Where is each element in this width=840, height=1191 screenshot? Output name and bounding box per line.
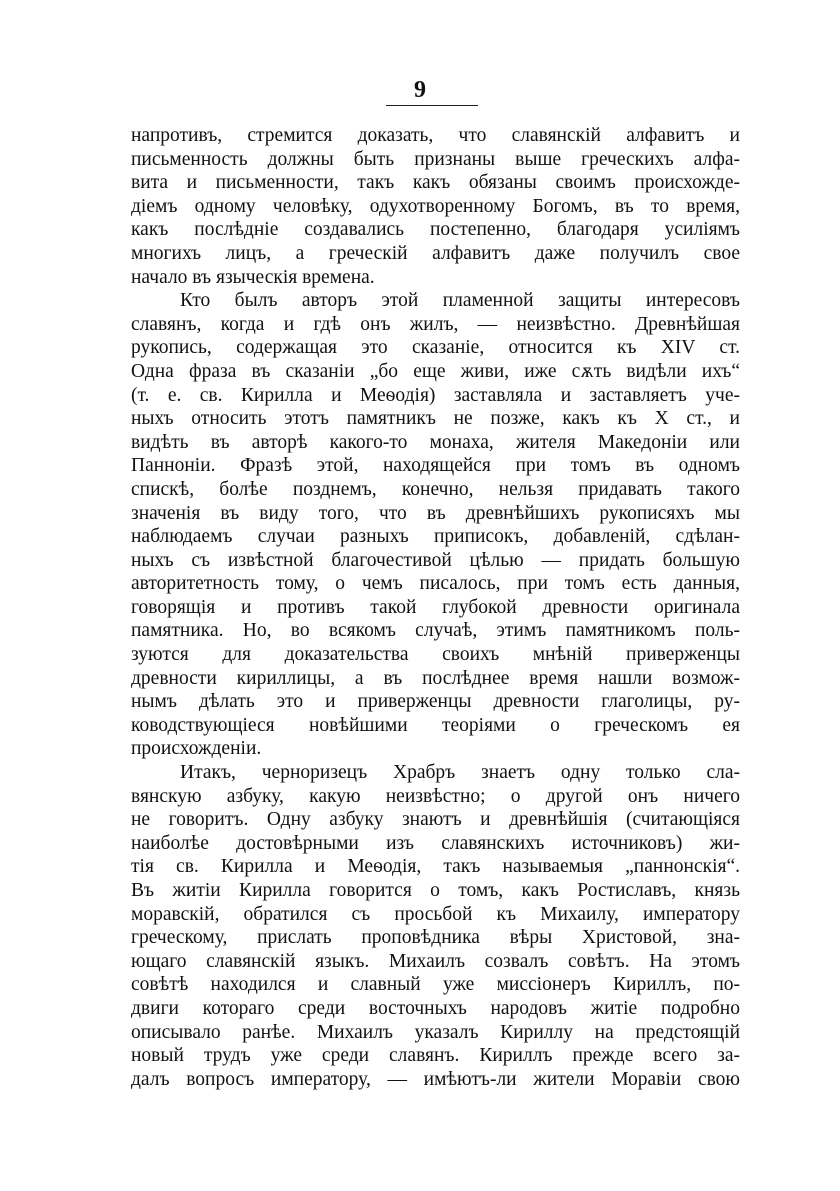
text-line: Въ житіи Кирилла говорится о томъ, какъ Ростиславъ, князь (131, 880, 740, 901)
text-line: славянъ, когда и гдѣ онъ жилъ, — неизвѣстно. Древнѣйшая (131, 313, 740, 335)
text-line: тія св. Кирилла и Меѳодія, такъ называемыя „паннонскія“. (131, 856, 740, 878)
text-line: наиболѣе достовѣрными изъ славянскихъ источниковъ) жи- (131, 832, 740, 854)
text-line: напротивъ, стремится доказать, что славянскій алфавитъ и (131, 125, 740, 146)
text-line: рукопись, содержащая это сказаніе, относится къ XIV ст. (131, 337, 740, 359)
text-line: моравскій, обратился съ просьбой къ Михаилу, императору (131, 903, 740, 925)
text-line: древности кириллицы, а въ послѣднее время нашли возмож- (131, 667, 740, 689)
text-line: новый трудъ уже среди славянъ. Кириллъ прежде всего за- (131, 1045, 740, 1067)
page-number-rule (386, 105, 478, 106)
text-line: спискѣ, болѣе позднемъ, конечно, нельзя придавать такого (131, 478, 740, 500)
text-line: зуются для доказательства своихъ мнѣній приверженцы (131, 644, 740, 666)
text-line: нымъ дѣлать это и приверженцы древности глаголицы, ру- (131, 691, 740, 713)
text-line: греческому, прислать проповѣдника вѣры Христовой, зна- (131, 927, 740, 949)
text-line: діемъ одному человѣку, одухотворенному Богомъ, въ то время, (131, 195, 740, 217)
text-line: видѣть въ авторѣ какого-то монаха, жителя Македоніи или (131, 431, 740, 453)
text-line: вянскую азбуку, какую неизвѣстно; о другой онъ ничего (131, 785, 740, 807)
text-line: письменность должны быть признаны выше греческихъ алфа- (131, 148, 740, 170)
text-line: авторитетность тому, о чемъ писалось, при томъ есть данныя, (131, 573, 740, 595)
text-line: ющаго славянскій языкъ. Михаилъ созвалъ совѣтъ. На этомъ (131, 950, 740, 972)
text-line: Итакъ, черноризецъ Храбръ знаетъ одну только сла- (180, 762, 740, 784)
text-line: далъ вопросъ императору, — имѣютъ-ли жители Моравіи свою (131, 1068, 740, 1090)
text-line: говорящія и противъ такой глубокой древности оригинала (131, 596, 740, 618)
text-line: не говоритъ. Одну азбуку знаютъ и древнѣйшія (считающіяся (131, 809, 740, 831)
text-line: совѣтѣ находился и славный уже миссіонеръ Кириллъ, по- (131, 974, 740, 996)
text-line: ныхъ съ извѣстной благочестивой цѣлью — придать большую (131, 549, 740, 571)
text-line: описывало ранѣе. Михаилъ указалъ Кириллу на предстоящій (131, 1021, 740, 1043)
text-line: Кто былъ авторъ этой пламенной защиты интересовъ (180, 290, 740, 312)
text-line: Одна фраза въ сказаніи „бо еще живи, иже сѫть видѣли ихъ“ (131, 360, 740, 382)
text-line: происхожденіи. (131, 738, 262, 760)
text-line: вита и письменности, такъ какъ обязаны своимъ происхожде- (131, 172, 740, 194)
text-line: какъ послѣдніе создавались постепенно, благодаря усиліямъ (131, 219, 740, 241)
text-line: ныхъ относить этотъ памятникъ не позже, какъ къ X ст., и (131, 408, 740, 430)
text-line: Паннонiи. Фразѣ этой, находящейся при томъ въ одномъ (131, 455, 740, 477)
text-line: начало въ языческія времена. (131, 266, 375, 288)
page-number: 9 (414, 77, 426, 103)
text-line: наблюдаемъ случаи разныхъ приписокъ, добавленій, сдѣлан- (131, 526, 740, 548)
text-line: ководствующіеся новѣйшими теоріями о греческомъ ея (131, 714, 740, 736)
text-line: двиги котораго среди восточныхъ народовъ житіе подробно (131, 997, 740, 1019)
text-line: (т. е. св. Кирилла и Меѳодія) заставляла и заставляетъ уче- (131, 384, 740, 406)
text-line: значенія въ виду того, что въ древнѣйшихъ рукописяхъ мы (131, 502, 740, 524)
body-text (131, 124, 740, 1091)
text-line: памятника. Но, во всякомъ случаѣ, этимъ памятникомъ поль- (131, 620, 740, 642)
text-line: многихъ лицъ, а греческій алфавитъ даже получилъ свое (131, 242, 740, 264)
